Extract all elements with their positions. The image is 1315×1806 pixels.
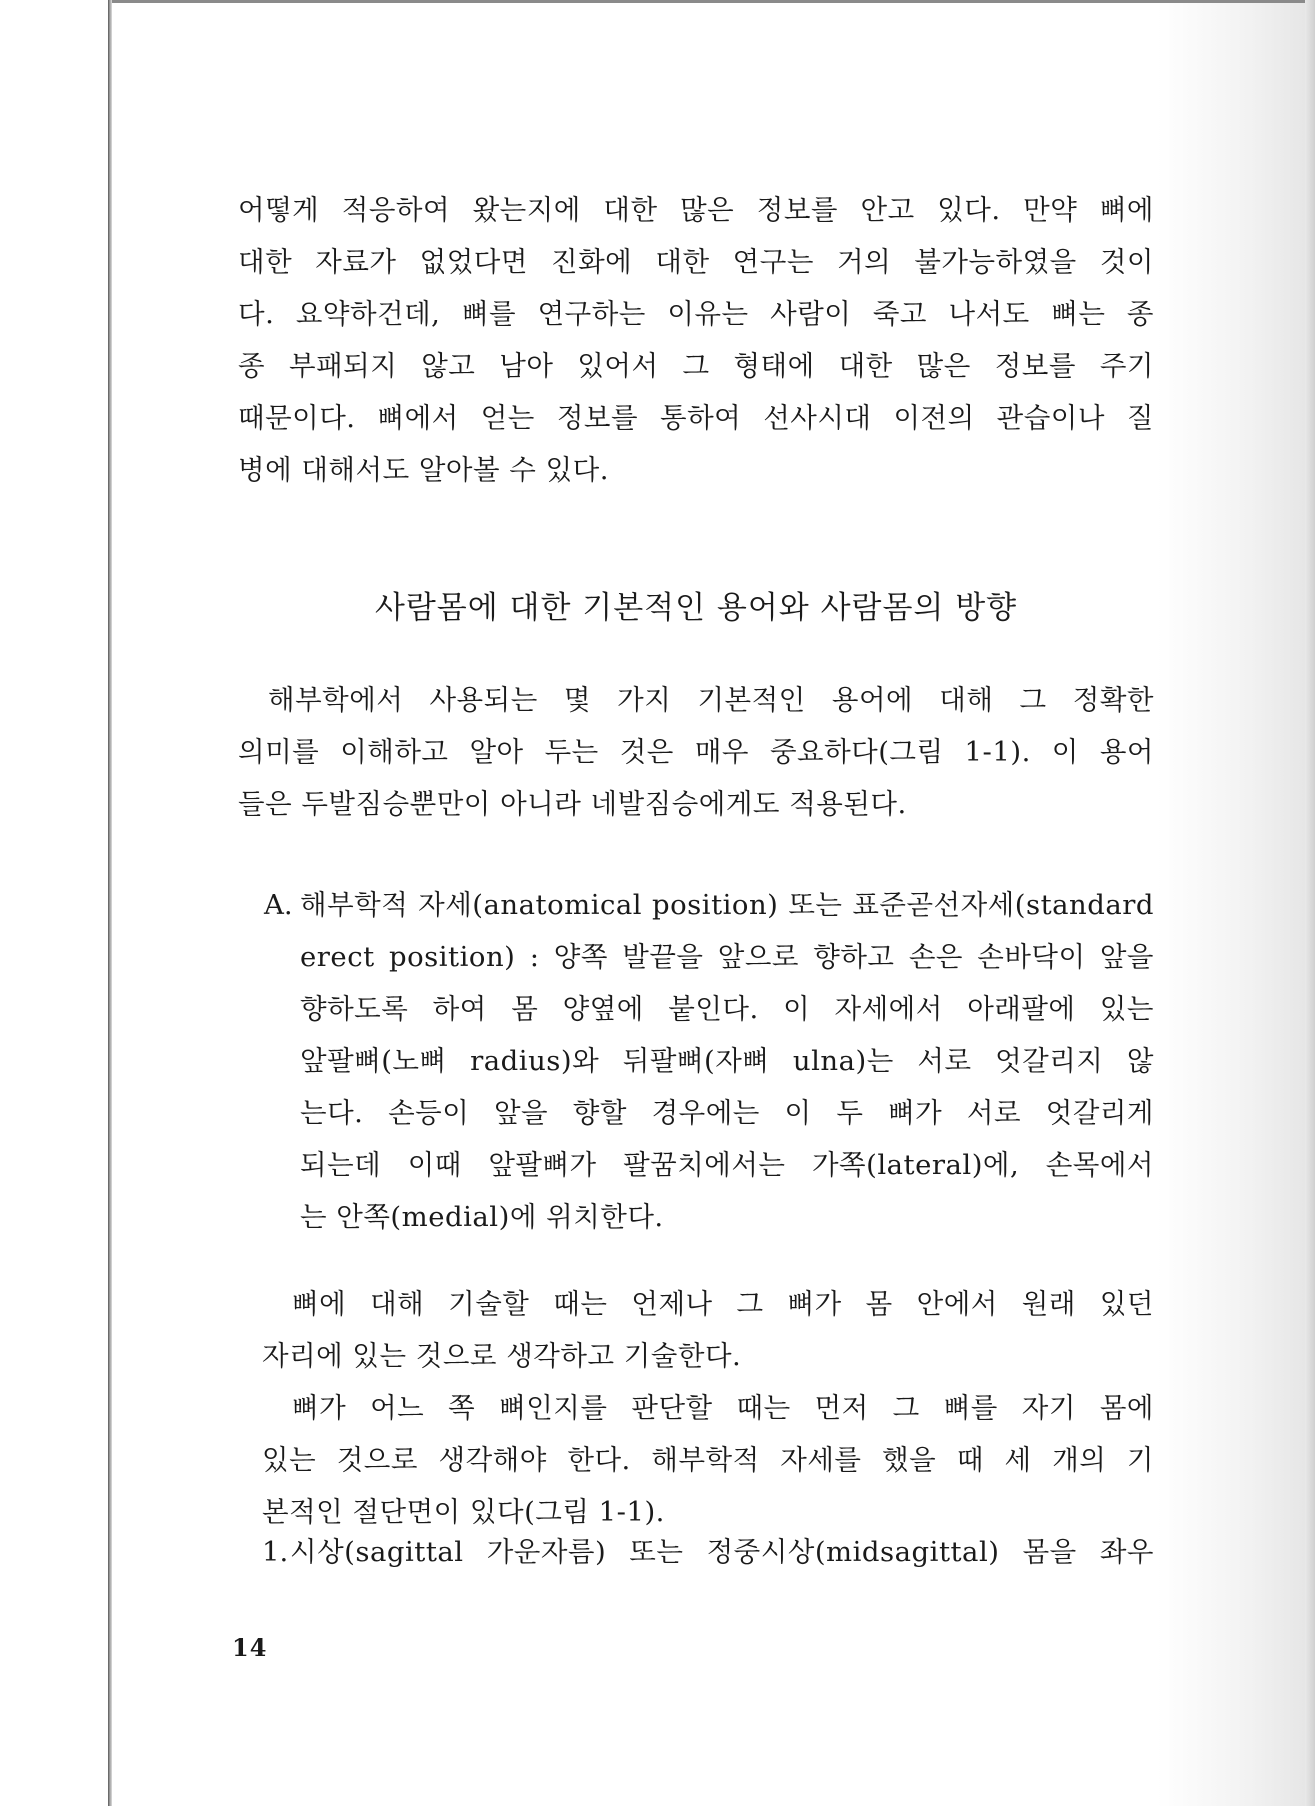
text-line: 되는데 이때 앞팔뼈가 팔꿈치에서는 가쪽(lateral)에, 손목에서 [300, 1149, 1154, 1181]
text-line: 는다. 손등이 앞을 향할 경우에는 이 두 뼈가 서로 엇갈리게 [300, 1097, 1154, 1129]
text-line: 뼈가 어느 쪽 뼈인지를 판단할 때는 먼저 그 뼈를 자기 몸에 [292, 1392, 1154, 1424]
text-line: 뼈에 대해 기술할 때는 언제나 그 뼈가 몸 안에서 원래 있던 [292, 1288, 1154, 1320]
page-number: 14 [232, 1633, 268, 1662]
text-line: 다. 요약하건데, 뼈를 연구하는 이유는 사람이 죽고 나서도 뼈는 종 [238, 298, 1154, 330]
paragraph-evolution-bones [238, 184, 1154, 496]
page-left-edge [108, 0, 112, 1806]
text-line: 자리에 있는 것으로 생각하고 기술한다. [262, 1340, 742, 1372]
text-line: 어떻게 적응하여 왔는지에 대한 많은 정보를 안고 있다. 만약 뼈에 [238, 194, 1154, 226]
text-line: 본적인 절단면이 있다(그림 1-1). [262, 1496, 665, 1528]
list-item-sagittal [290, 1526, 1154, 1578]
text-line: 는 안쪽(medial)에 위치한다. [300, 1201, 664, 1233]
text-line: 해부학적 자세(anatomical position) 또는 표준곧선자세(standard [300, 889, 1154, 921]
text-line: 종 부패되지 않고 남아 있어서 그 형태에 대한 많은 정보를 주기 [238, 350, 1154, 382]
section-heading: 사람몸에 대한 기본적인 용어와 사람몸의 방향 [374, 590, 1018, 626]
text-line: 병에 대해서도 알아볼 수 있다. [238, 454, 609, 486]
page-right-edge [1305, 0, 1315, 1806]
text-line: 해부학에서 사용되는 몇 가지 기본적인 용어에 대해 그 정확한 [268, 684, 1154, 716]
list-label-a: A. [264, 889, 293, 921]
text-line: 대한 자료가 없었다면 진화에 대한 연구는 거의 불가능하였을 것이 [238, 246, 1154, 278]
text-line: 의미를 이해하고 알아 두는 것은 매우 중요하다(그림 1-1). 이 용어 [238, 736, 1154, 768]
paragraph-bone-side [262, 1382, 1154, 1538]
text-line: 시상(sagittal 가운자름) 또는 정중시상(midsagittal) 몸을 좌우 [290, 1536, 1154, 1568]
text-line: 들은 두발짐승뿐만이 아니라 네발짐승에게도 적용된다. [238, 788, 907, 820]
list-item-anatomical-position [300, 879, 1154, 1243]
text-line: 있는 것으로 생각해야 한다. 해부학적 자세를 했을 때 세 개의 기 [262, 1444, 1154, 1476]
text-line: 때문이다. 뼈에서 얻는 정보를 통하여 선사시대 이전의 관습이나 질 [238, 402, 1154, 434]
paragraph-basic-terms [238, 674, 1154, 830]
page-top-edge [108, 0, 1315, 3]
paragraph-describing-bones [262, 1278, 1154, 1382]
list-label-1: 1. [262, 1536, 289, 1568]
text-line: 향하도록 하여 몸 양옆에 붙인다. 이 자세에서 아래팔에 있는 [300, 993, 1154, 1025]
text-line: 앞팔뼈(노뼈 radius)와 뒤팔뼈(자뼈 ulna)는 서로 엇갈리지 않 [300, 1045, 1154, 1077]
text-line: erect position) : 양쪽 발끝을 앞으로 향하고 손은 손바닥이 앞을 [300, 941, 1154, 973]
